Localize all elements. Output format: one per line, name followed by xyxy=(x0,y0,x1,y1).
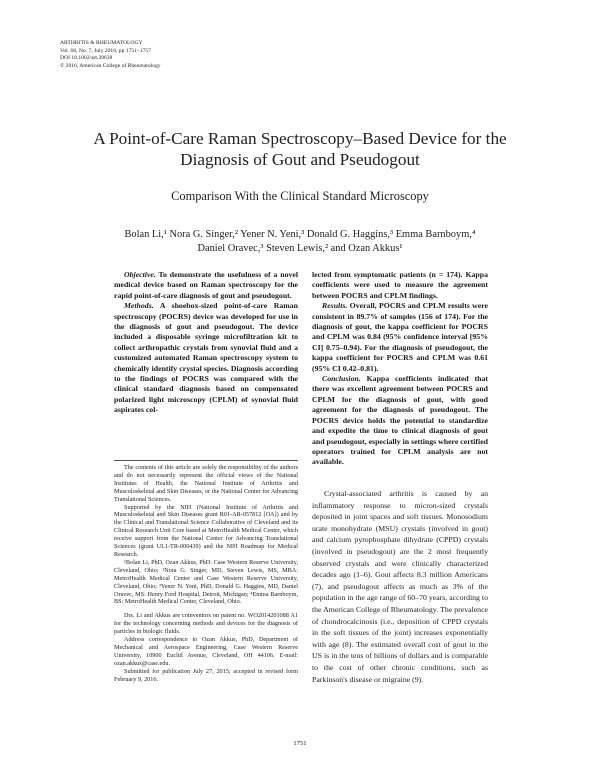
abstract-methods xyxy=(114,301,298,415)
results-text: Overall, POCRS and CPLM results were consistent in 89.7% of samples (156 of 174). For the diagnosis of gout, the kappa coefficient for POCRS and CPLM was 0.84 (95% confidence interval [95% CI] 0.75–0.94). For the diagnosis of pseudogout, the kappa coefficient for POCRS and CPLM was 0.61 (95% CI 0.42–0.81). xyxy=(312,301,488,373)
page-number: 1751 xyxy=(293,740,307,747)
methods-continued: lected from symptomatic patients (n = 174). Kappa coefficients were used to measure the agreement between POCRS and CPLM findings. xyxy=(312,270,488,300)
methods-text: A shoebox-sized point-of-care Raman spectroscopy (POCRS) device was developed for use in the diagnosis of gout and pseudogout. The device included a disposable syringe microfiltration kit to collect arthropathic crystals from synovial fluid and a customized automated Raman spectroscopy system to chemically identify crystal species. Diagnosis according to the findings of POCRS was compared with the clinical standard diagnosis based on compensated polarized light microscopy (CPLM) of synovial fluid aspirates col- xyxy=(114,301,298,415)
article-subtitle: Comparison With the Clinical Standard Microscopy xyxy=(171,189,429,203)
abstract-right-column xyxy=(312,270,488,468)
footnote-submitted: Submitted for publication July 27, 2015; accepted in revised form February 9, 2016. xyxy=(114,667,298,683)
objective-label: Objective. xyxy=(124,270,156,279)
abstract-objective xyxy=(114,270,298,301)
footnote-disclaimer: The contents of this article are solely the responsibility of the authors and do not necessarily represent the official views of the National Institutes of Health, the National Institute of Arthritis and Musculoskeletal and Skin Diseases, or the National Center for Advancing Translational Sciences. xyxy=(114,464,298,503)
abstract-left-column xyxy=(114,270,298,416)
footnote-support: Supported by the NIH (National Institute of Arthritis and Musculoskeletal and Skin Diseases grant R01-AR-057812 [OA]) and by the Clinical and Translational Science Collaborative of Cleveland and its Clinical Research Unit Core based at MetroHealth Medical Center, which receive support from the National Center for Advancing Translational Sciences (grant UL1-TR-000439) and the NIH Roadmap for Medical Research. xyxy=(114,503,298,558)
journal-doi: DOI 10.1002/art.39638 xyxy=(60,55,113,62)
authors-line-2: Daniel Oravec,³ Steven Lewis,² and Ozan Akkus¹ xyxy=(197,243,403,254)
intro-paragraph: Crystal-associated arthritis is caused by an inflammatory response to micron-sized crystals deposited in joint spaces and soft tissues. Monosodium urate monohydrate (MSU) crystals (involved in gout) and calcium pyrophosphate dihydrate (CPPD) crystals (involved in pseudogout) are the 2 most frequently observed crystals and were clinically characterized decades ago (1–6). Gout affects 8.3 million Americans (7), and pseudogout affects as much as 3% of the population in the age range of 60–70 years, according to the American College of Rheumatology. The prevalence of chondrocalcinosis (i.e., deposition of CPPD crystals in the soft tissues of the joint) increases exponentially with age (8). The estimated overall cost of gout in the US is in the tens of billions of dollars and is comparable to the cost of other chronic conditions, such as Parkinson's disease or migraine (9). xyxy=(312,489,488,684)
conclusion-label: Conclusion. xyxy=(322,374,361,384)
results-label: Results. xyxy=(322,301,348,311)
objective-text: To demonstrate the usefulness of a novel medical device based on Raman spectroscopy for the rapid point-of-care diagnosis of gout and pseudogout. xyxy=(114,270,298,300)
author-list xyxy=(60,228,540,256)
footnote-affiliations: ¹Bolan Li, PhD, Ozan Akkus, PhD: Case Western Reserve University, Cleveland, Ohio; ²Nora G. Singer, MD, Steven Lewis, MS, MBA: MetroHealth Medical Center and Case Western Reserve University, Cleveland, Ohio; ³Yener N. Yeni, PhD, Donald G. Haggins, MD, Daniel Oravec, MS: Henry Ford Hospital, Detroit, Michigan; ⁴Emma Barnboym, BS: MetroHealth Medical Center, Cleveland, Ohio. xyxy=(114,558,298,606)
footnotes xyxy=(114,464,298,683)
body-text-column xyxy=(312,488,488,685)
footnote-patent: Drs. Li and Akkus are coinventors on patent no. WO2014201088 A1 for the technology concerning methods and devices for the diagnosis of particles in biologic fluids. xyxy=(114,612,298,636)
conclusion-text: Kappa coefficients indicated that there was excellent agreement between POCRS and CPLM for the diagnosis of gout, with good agreement for the diagnosis of pseudogout. The POCRS device holds the potential to standardize and expedite the time to clinical diagnosis of gout and pseudogout, especially in settings where certified operators trained for CPLM analysis are not available. xyxy=(312,374,488,467)
journal-copyright: © 2016, American College of Rheumatology xyxy=(60,62,161,69)
journal-header xyxy=(60,40,161,70)
footnote-correspondence: Address correspondence to Ozan Akkus, PhD, Department of Mechanical and Aerospace Engineering, Case Western Reserve University, 10900 Euclid Avenue, Cleveland, OH 44106. E-mail: ozan.akkus@case.edu. xyxy=(114,636,298,667)
abstract-conclusion xyxy=(312,374,488,468)
journal-name: ARTHRITIS & RHEUMATOLOGY xyxy=(60,40,143,46)
abstract-results xyxy=(312,301,488,374)
journal-volume: Vol. 68, No. 7, July 2016, pp 1751–1757 xyxy=(60,47,151,54)
footnote-divider xyxy=(114,460,298,461)
article-title: A Point-of-Care Raman Spectroscopy–Based Device for the Diagnosis of Gout and Pseudogout xyxy=(93,129,507,169)
authors-line-1: Bolan Li,¹ Nora G. Singer,² Yener N. Yeni,³ Donald G. Haggins,³ Emma Barnboym,⁴ xyxy=(124,229,476,240)
methods-label: Methods. xyxy=(124,301,154,311)
